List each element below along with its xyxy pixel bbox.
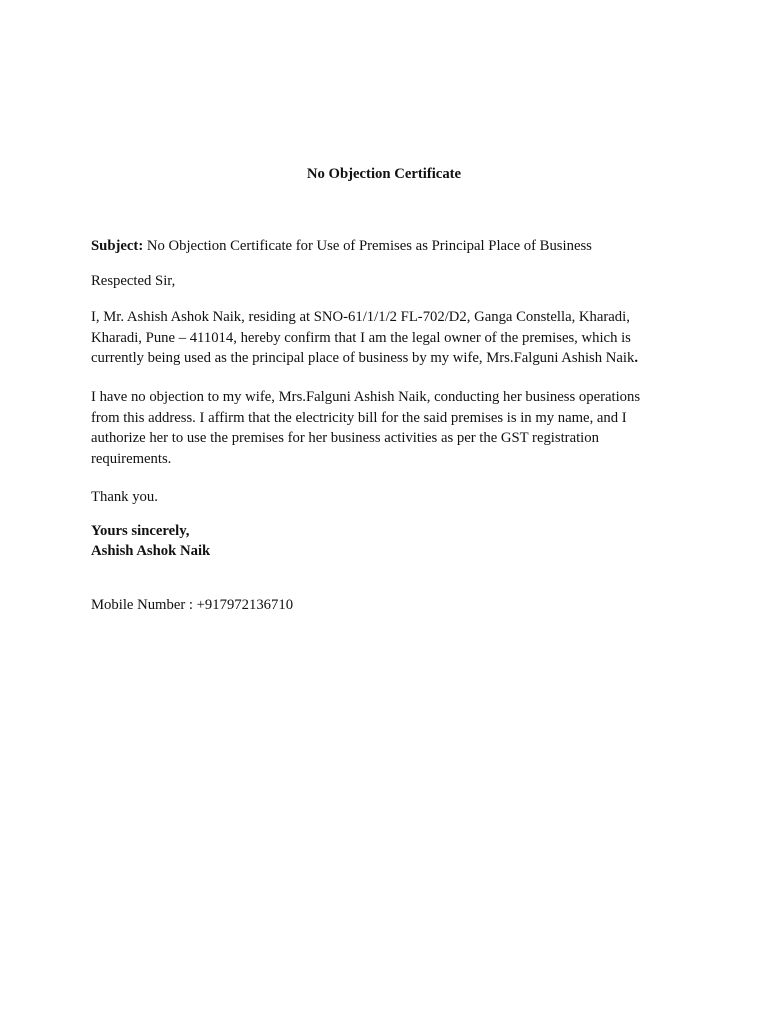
paragraph-ownership (91, 307, 671, 369)
closing-block (91, 522, 671, 561)
paragraph-no-objection: I have no objection to my wife, Mrs.Falguni Ashish Naik, conducting her business operations from this address. I affirm that the electricity bill for the said premises is in my name, and I authorize her to use the premises for her business activities as per the GST registration requirements. (91, 389, 641, 467)
salutation: Respected Sir, (91, 273, 176, 289)
subject-text: No Objection Certificate for Use of Premises as Principal Place of Business (143, 238, 592, 254)
paragraph-ownership-text: I, Mr. Ashish Ashok Naik, residing at SNO-61/1/1/2 FL-702/D2, Ganga Constella, Kharadi, Kharadi, Pune – 411014, hereby confirm that I am the legal owner of the premises, which is currently being used as the principal place of business by my wife, Mrs.Falguni Ashish Naik (91, 309, 635, 366)
subject-label: Subject: (91, 238, 144, 254)
thanks-line: Thank you. (91, 489, 158, 505)
document-title: No Objection Certificate (306, 166, 462, 182)
mobile-number: Mobile Number : +917972136710 (91, 597, 294, 613)
signature-name: Ashish Ashok Naik (91, 542, 211, 559)
paragraph-ownership-period: . (634, 350, 639, 366)
subject-line (91, 236, 671, 257)
closing-phrase: Yours sincerely, (91, 523, 190, 539)
